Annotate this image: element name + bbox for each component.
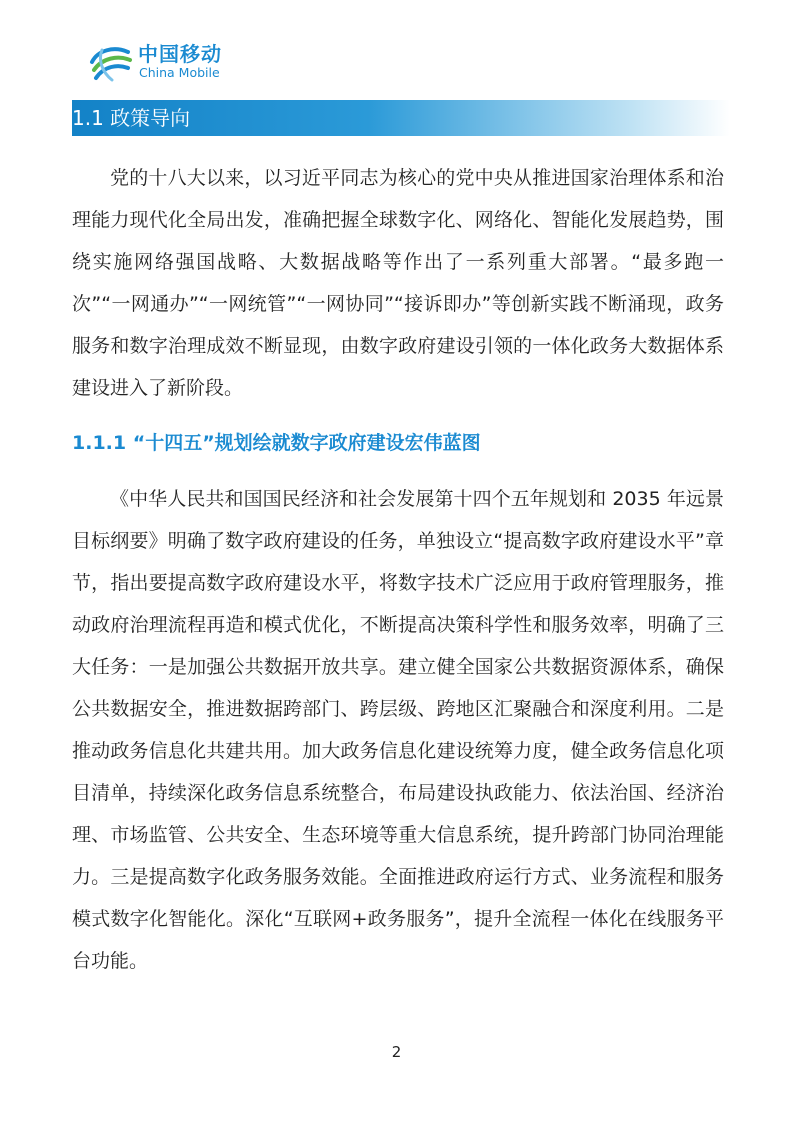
china-mobile-logo xyxy=(88,38,288,84)
logo-chinese-name: 中国移动 xyxy=(138,42,222,66)
page-number: 2 xyxy=(391,1043,402,1061)
china-mobile-logo-icon xyxy=(88,38,134,84)
logo-english-name: China Mobile xyxy=(139,65,220,80)
section-title: 1.1 政策导向 xyxy=(72,106,191,130)
subsection-title: 1.1.1 “十四五”规划绘就数字政府建设宏伟蓝图 xyxy=(72,432,481,454)
subsection-body-paragraph: 《中华人民共和国国民经济和社会发展第十四个五年规划和 2035 年远景目标纲要》明确了数字政府建设的任务，单独设立“提高数字政府建设水平”章节，指出要提高数字政府建设水平，将数字技术广泛应用于政府管理服务，推动政府治理流程再造和模式优化，不断提高决策科学性和服务效率，明确了三大任务：一是加强公共数据开放共享。建立健全国家公共数据资源体系，确保公共数据安全，推进数据跨部门、跨层级、跨地区汇聚融合和深度利用。二是推动政务信息化共建共用。加大政务信息化建设统筹力度，健全政务信息化项目清单，持续深化政务信息系统整合，布局建设执政能力、依法治国、经济治理、市场监管、公共安全、生态环境等重大信息系统，提升跨部门协同治理能力。三是提高数字化政务服务效能。全面推进政府运行方式、业务流程和服务模式数字化智能化。深化“互联网+政务服务”，提升全流程一体化在线服务平台功能。 xyxy=(72,488,724,972)
section-intro-paragraph: 党的十八大以来，以习近平同志为核心的党中央从推进国家治理体系和治理能力现代化全局出发，准确把握全球数字化、网络化、智能化发展趋势，围绕实施网络强国战略、大数据战略等作出了一系列重大部署。“最多跑一次”“一网通办”“一网统管”“一网协同”“接诉即办”等创新实践不断涌现，政务服务和数字治理成效不断显现，由数字政府建设引领的一体化政务大数据体系建设进入了新阶段。 xyxy=(72,167,724,399)
